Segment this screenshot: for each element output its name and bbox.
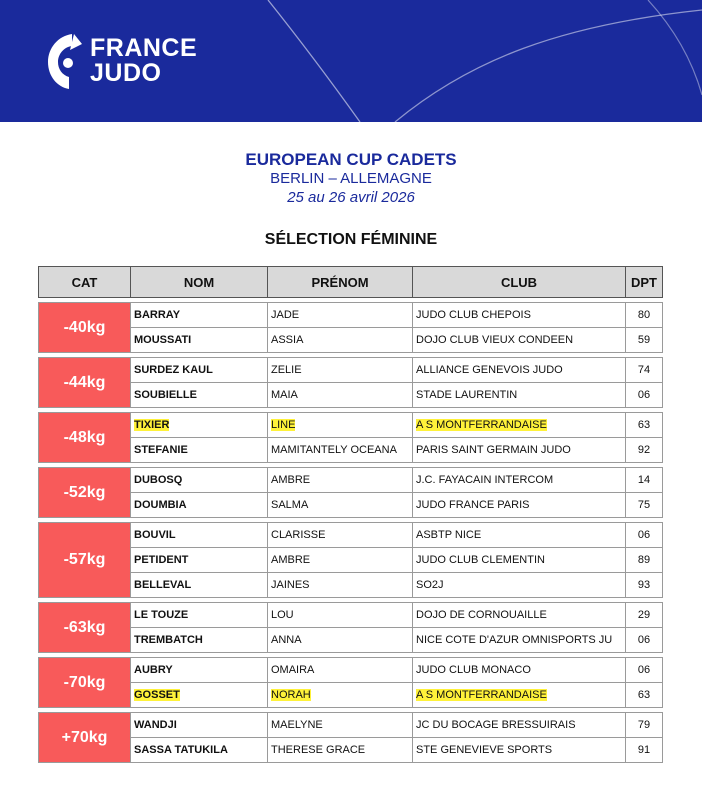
nom-cell <box>131 358 268 383</box>
club-text: DOJO CLUB VIEUX CONDEEN <box>416 334 574 346</box>
nom-text: LE TOUZE <box>134 609 189 621</box>
event-title: EUROPEAN CUP CADETS <box>245 150 457 169</box>
prenom-cell <box>268 303 413 328</box>
dpt-text: 29 <box>637 609 651 621</box>
dpt-cell <box>626 713 663 738</box>
table-row <box>39 493 663 518</box>
club-text: ASBTP NICE <box>416 529 482 541</box>
table-row <box>39 628 663 653</box>
dpt-cell <box>626 738 663 763</box>
logo-wordmark <box>90 36 197 86</box>
club-cell <box>413 713 626 738</box>
nom-text: WANDJI <box>134 719 177 731</box>
nom-cell <box>131 468 268 493</box>
dpt-cell <box>626 573 663 598</box>
header-dpt: DPT <box>626 267 663 298</box>
club-cell <box>413 683 626 708</box>
club-text: A S MONTFERRANDAISE <box>416 689 547 701</box>
club-cell <box>413 493 626 518</box>
nom-cell <box>131 328 268 353</box>
prenom-text: THERESE GRACE <box>271 744 366 756</box>
table-header-row <box>39 267 663 298</box>
category-cell: -48kg <box>39 413 131 463</box>
club-cell <box>413 603 626 628</box>
category-cell: +70kg <box>39 713 131 763</box>
prenom-cell <box>268 683 413 708</box>
prenom-text: ASSIA <box>271 334 304 346</box>
prenom-text: OMAIRA <box>271 664 315 676</box>
club-text: JUDO CLUB CHEPOIS <box>416 309 531 321</box>
prenom-text: SALMA <box>271 499 309 511</box>
event-location: BERLIN – ALLEMAGNE <box>270 170 432 187</box>
prenom-text: AMBRE <box>271 554 311 566</box>
france-judo-logo <box>44 30 197 92</box>
club-text: JUDO CLUB MONACO <box>416 664 531 676</box>
nom-text: MOUSSATI <box>134 334 192 346</box>
prenom-text: NORAH <box>271 689 311 701</box>
dpt-text: 74 <box>637 364 651 376</box>
nom-cell <box>131 493 268 518</box>
category-cell: -70kg <box>39 658 131 708</box>
prenom-cell <box>268 523 413 548</box>
dpt-cell <box>626 383 663 408</box>
table-row <box>39 713 663 738</box>
dpt-text: 06 <box>637 634 651 646</box>
prenom-text: JAINES <box>271 579 310 591</box>
dpt-text: 06 <box>637 664 651 676</box>
prenom-cell <box>268 383 413 408</box>
club-text: JUDO FRANCE PARIS <box>416 499 530 511</box>
dpt-cell <box>626 358 663 383</box>
table-row <box>39 523 663 548</box>
club-cell <box>413 303 626 328</box>
prenom-text: MAIA <box>271 389 298 401</box>
nom-cell <box>131 573 268 598</box>
prenom-text: LOU <box>271 609 294 621</box>
prenom-cell <box>268 468 413 493</box>
dpt-text: 59 <box>637 334 651 346</box>
nom-cell <box>131 628 268 653</box>
dpt-cell <box>626 303 663 328</box>
nom-cell <box>131 713 268 738</box>
logo-line-1: FRANCE <box>90 34 198 62</box>
prenom-cell <box>268 628 413 653</box>
prenom-text: ZELIE <box>271 364 302 376</box>
prenom-cell <box>268 713 413 738</box>
dpt-text: 06 <box>637 389 651 401</box>
nom-cell <box>131 303 268 328</box>
nom-text: SURDEZ KAUL <box>134 364 213 376</box>
dpt-cell <box>626 658 663 683</box>
club-cell <box>413 328 626 353</box>
header-nom: NOM <box>131 267 268 298</box>
table-body <box>39 298 663 763</box>
nom-cell <box>131 383 268 408</box>
table-row <box>39 548 663 573</box>
nom-text: BELLEVAL <box>134 579 192 591</box>
nom-cell <box>131 738 268 763</box>
nom-cell <box>131 603 268 628</box>
prenom-cell <box>268 438 413 463</box>
club-cell <box>413 523 626 548</box>
nom-text: DOUMBIA <box>134 499 187 511</box>
france-judo-logo-icon <box>44 30 84 92</box>
prenom-text: LINE <box>271 419 296 431</box>
prenom-cell <box>268 328 413 353</box>
club-text: STADE LAURENTIN <box>416 389 518 401</box>
header-club: CLUB <box>413 267 626 298</box>
category-cell: -52kg <box>39 468 131 518</box>
prenom-cell <box>268 573 413 598</box>
nom-text: BOUVIL <box>134 529 176 541</box>
club-cell <box>413 438 626 463</box>
nom-cell <box>131 683 268 708</box>
club-text: STE GENEVIEVE SPORTS <box>416 744 553 756</box>
header-cat: CAT <box>39 267 131 298</box>
table-row <box>39 328 663 353</box>
prenom-cell <box>268 658 413 683</box>
nom-text: SASSA TATUKILA <box>134 744 228 756</box>
dpt-text: 75 <box>637 499 651 511</box>
club-cell <box>413 658 626 683</box>
dpt-cell <box>626 413 663 438</box>
nom-text: STEFANIE <box>134 444 188 456</box>
club-cell <box>413 413 626 438</box>
dpt-text: 80 <box>637 309 651 321</box>
header-prenom: PRÉNOM <box>268 267 413 298</box>
event-heading <box>0 150 702 208</box>
dpt-cell <box>626 468 663 493</box>
dpt-cell <box>626 523 663 548</box>
club-text: A S MONTFERRANDAISE <box>416 419 547 431</box>
nom-text: SOUBIELLE <box>134 389 197 401</box>
nom-cell <box>131 523 268 548</box>
section-title: SÉLECTION FÉMININE <box>264 231 438 248</box>
dpt-cell <box>626 628 663 653</box>
dpt-text: 06 <box>637 529 651 541</box>
prenom-text: MAMITANTELY OCEANA <box>271 444 397 456</box>
table-row <box>39 683 663 708</box>
prenom-cell <box>268 358 413 383</box>
prenom-text: ANNA <box>271 634 302 646</box>
table-row <box>39 383 663 408</box>
club-text: NICE COTE D'AZUR OMNISPORTS JU <box>416 634 613 646</box>
dpt-cell <box>626 328 663 353</box>
header-banner <box>0 0 702 122</box>
nom-text: DUBOSQ <box>134 474 183 486</box>
dpt-text: 93 <box>637 579 651 591</box>
nom-text: GOSSET <box>134 689 180 701</box>
category-cell: -63kg <box>39 603 131 653</box>
category-cell: -44kg <box>39 358 131 408</box>
nom-cell <box>131 413 268 438</box>
club-cell <box>413 468 626 493</box>
nom-text: TIXIER <box>134 419 170 431</box>
table-row <box>39 658 663 683</box>
dpt-cell <box>626 548 663 573</box>
club-cell <box>413 573 626 598</box>
club-text: DOJO DE CORNOUAILLE <box>416 609 547 621</box>
table-row <box>39 413 663 438</box>
prenom-cell <box>268 413 413 438</box>
dpt-cell <box>626 603 663 628</box>
prenom-cell <box>268 603 413 628</box>
nom-text: AUBRY <box>134 664 173 676</box>
club-text: SO2J <box>416 579 444 591</box>
club-cell <box>413 628 626 653</box>
prenom-text: CLARISSE <box>271 529 326 541</box>
nom-text: BARRAY <box>134 309 181 321</box>
club-cell <box>413 738 626 763</box>
club-text: J.C. FAYACAIN INTERCOM <box>416 474 554 486</box>
club-cell <box>413 548 626 573</box>
prenom-cell <box>268 548 413 573</box>
table-row <box>39 573 663 598</box>
table-row <box>39 468 663 493</box>
event-dates: 25 au 26 avril 2026 <box>287 189 415 206</box>
selection-table <box>38 266 663 763</box>
club-text: JC DU BOCAGE BRESSUIRAIS <box>416 719 576 731</box>
dpt-text: 63 <box>637 689 651 701</box>
table-row <box>39 358 663 383</box>
club-cell <box>413 383 626 408</box>
dpt-text: 14 <box>637 474 651 486</box>
club-text: JUDO CLUB CLEMENTIN <box>416 554 545 566</box>
nom-cell <box>131 548 268 573</box>
prenom-cell <box>268 493 413 518</box>
dpt-text: 89 <box>637 554 651 566</box>
category-cell: -57kg <box>39 523 131 598</box>
table-row <box>39 738 663 763</box>
club-text: PARIS SAINT GERMAIN JUDO <box>416 444 571 456</box>
dpt-cell <box>626 493 663 518</box>
table-row <box>39 603 663 628</box>
club-text: ALLIANCE GENEVOIS JUDO <box>416 364 563 376</box>
dpt-text: 63 <box>637 419 651 431</box>
prenom-text: AMBRE <box>271 474 311 486</box>
category-cell: -40kg <box>39 303 131 353</box>
nom-cell <box>131 438 268 463</box>
nom-text: TREMBATCH <box>134 634 203 646</box>
dpt-cell <box>626 683 663 708</box>
club-cell <box>413 358 626 383</box>
table-row <box>39 303 663 328</box>
dpt-text: 91 <box>637 744 651 756</box>
dpt-text: 92 <box>637 444 651 456</box>
prenom-text: MAELYNE <box>271 719 323 731</box>
nom-cell <box>131 658 268 683</box>
nom-text: PETIDENT <box>134 554 189 566</box>
logo-line-2: JUDO <box>90 59 162 87</box>
table-row <box>39 438 663 463</box>
prenom-text: JADE <box>271 309 300 321</box>
dpt-text: 79 <box>637 719 651 731</box>
prenom-cell <box>268 738 413 763</box>
dpt-cell <box>626 438 663 463</box>
